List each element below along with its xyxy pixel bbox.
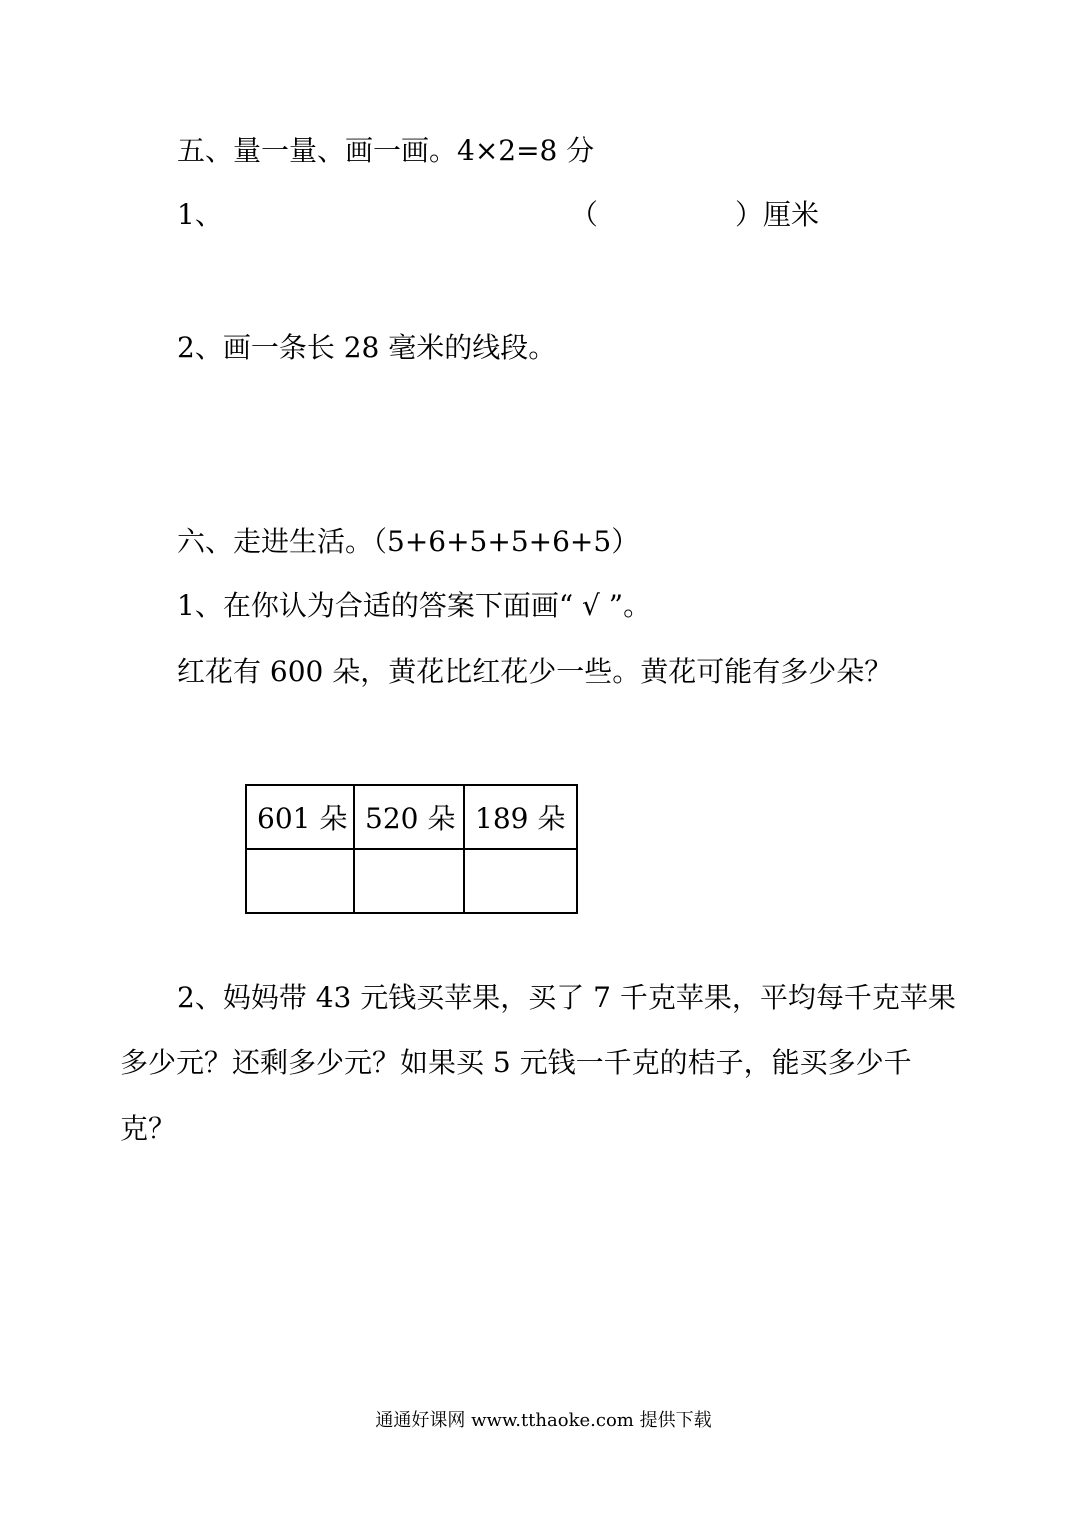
option-cell: 189 朵 (464, 785, 577, 849)
option-cell: 520 朵 (354, 785, 464, 849)
answer-paren-open: （ (570, 198, 599, 231)
answer-cell[interactable] (354, 849, 464, 913)
option-cell: 601 朵 (246, 785, 354, 849)
page-footer: 通通好课网 www.tthaoke.com 提供下载 (375, 1410, 712, 1431)
section6-q1-instruction: 1、在你认为合适的答案下面画“ √ ”。 (177, 589, 652, 622)
section6-q2-line2: 多少元？还剩多少元？如果买 5 元钱一千克的桔子，能买多少千 (120, 1046, 912, 1079)
answer-options-table (245, 784, 578, 914)
section6-heading: 六、走进生活。（5+6+5+5+6+5） (177, 525, 640, 558)
section6-q2-line3: 克？ (120, 1112, 177, 1145)
answer-row (246, 849, 577, 913)
section6-q2-line1: 2、妈妈带 43 元钱买苹果，买了 7 千克苹果，平均每千克苹果 (177, 981, 956, 1014)
answer-paren-close-unit: ）厘米 (735, 198, 820, 231)
answer-cell[interactable] (246, 849, 354, 913)
options-row (246, 785, 577, 849)
answer-cell[interactable] (464, 849, 577, 913)
section6-q1-question: 红花有 600 朵，黄花比红花少一些。黄花可能有多少朵？ (177, 655, 893, 688)
section5-q1-label: 1、 (177, 198, 223, 231)
section5-heading: 五、量一量、画一画。4×2=8 分 (177, 134, 595, 167)
section5-q2: 2、画一条长 28 毫米的线段。 (177, 331, 557, 364)
